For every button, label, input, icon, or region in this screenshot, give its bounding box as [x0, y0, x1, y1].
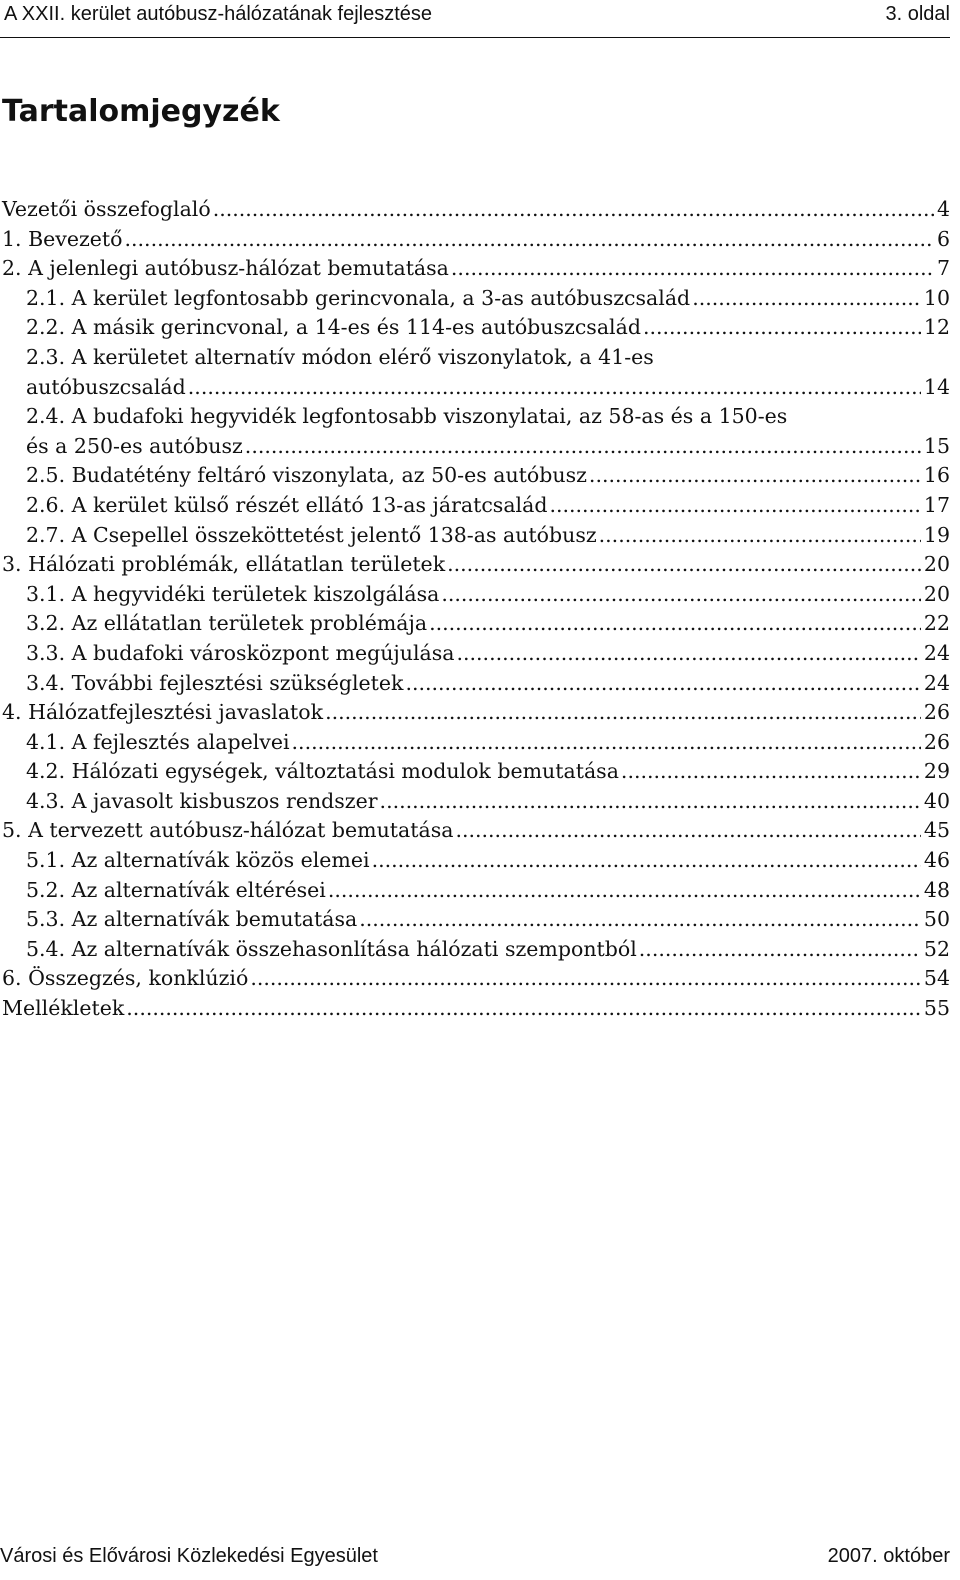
toc-page-number: 14	[923, 374, 950, 399]
header-page-number: 3. oldal	[885, 3, 950, 25]
toc-page-number: 45	[923, 818, 950, 843]
toc-leader-dots	[549, 491, 920, 521]
toc-entry[interactable]	[2, 284, 950, 314]
toc-entry[interactable]	[2, 639, 950, 669]
toc-leader-dots	[328, 876, 921, 906]
toc-entry-text: és a 250-es autóbusz	[26, 433, 243, 458]
toc-entry[interactable]	[2, 254, 950, 284]
toc-page-number: 26	[923, 729, 950, 754]
toc-entry[interactable]	[2, 550, 950, 580]
toc-leader-dots	[692, 284, 921, 314]
toc-leader-dots	[125, 225, 934, 255]
toc-entry[interactable]	[2, 609, 950, 639]
toc-entry-text: 2.7. A Csepellel összeköttetést jelentő 138-as autóbusz	[26, 522, 597, 547]
toc-entry-text: Vezetői összefoglaló	[2, 197, 211, 221]
toc-entry-text: 4.3. A javasolt kisbuszos rendszer	[26, 788, 378, 813]
toc-entry-text-line1: 2.4. A budafoki hegyvidék legfontosabb viszonylatai, az 58-as és a 150-es	[26, 404, 788, 429]
toc-entry-text: 4.1. A fejlesztés alapelvei	[26, 729, 290, 754]
toc-page-number: 12	[923, 315, 950, 340]
toc-entry-text: 2.1. A kerület legfontosabb gerincvonala, a 3-as autóbuszcsalád	[26, 285, 691, 310]
toc-page-number: 20	[923, 581, 950, 606]
toc-entry[interactable]	[2, 876, 950, 906]
toc-entry-text: autóbuszcsalád	[26, 374, 186, 399]
toc-leader-dots	[405, 669, 920, 699]
page-header	[0, 3, 950, 33]
toc-leader-dots	[643, 313, 921, 343]
toc-page-number: 54	[923, 966, 950, 991]
toc-entry-wrapped[interactable]	[2, 402, 950, 461]
toc-leader-dots	[245, 432, 921, 462]
toc-page-number: 48	[923, 877, 950, 902]
toc-entry[interactable]	[2, 195, 950, 225]
toc-leader-dots	[451, 254, 934, 284]
toc-leader-dots	[213, 195, 934, 225]
toc-leader-dots	[621, 757, 921, 787]
toc-entry-text: 4.2. Hálózati egységek, változtatási modulok bemutatása	[26, 759, 619, 784]
toc-entry[interactable]	[2, 491, 950, 521]
toc-page-number: 19	[923, 522, 950, 547]
toc-entry-wrapped[interactable]	[2, 343, 950, 402]
toc-entry-text: 5.3. Az alternatívák bemutatása	[26, 907, 358, 932]
toc-entry[interactable]	[2, 935, 950, 965]
toc-page-number: 24	[923, 670, 950, 695]
toc-entry[interactable]	[2, 994, 950, 1024]
toc-page-number: 55	[923, 996, 950, 1021]
toc-leader-dots	[599, 521, 921, 551]
toc-entry-text: 3.4. További fejlesztési szükségletek	[26, 670, 404, 695]
toc-entry-text: 5. A tervezett autóbusz-hálózat bemutatása	[2, 818, 454, 843]
toc-entry-text: 3.2. Az ellátatlan területek problémája	[26, 611, 428, 636]
toc-page-number: 40	[923, 788, 950, 813]
toc-leader-dots	[589, 461, 921, 491]
toc-page-number: 17	[923, 492, 950, 517]
toc-page-number: 29	[923, 759, 950, 784]
toc-entry[interactable]	[2, 580, 950, 610]
toc-page-number: 15	[923, 433, 950, 458]
toc-page-number: 20	[923, 552, 950, 577]
toc-leader-dots	[380, 787, 921, 817]
footer-date: 2007. október	[827, 1545, 950, 1567]
toc-leader-dots	[292, 728, 921, 758]
toc-entry[interactable]	[2, 225, 950, 255]
toc-page-number: 4	[936, 197, 950, 221]
footer-organization: Városi és Elővárosi Közlekedési Egyesület	[0, 1545, 378, 1567]
toc-page-number: 46	[923, 848, 950, 873]
toc-page-number: 7	[936, 256, 950, 281]
toc-page-number: 10	[923, 285, 950, 310]
toc-entry[interactable]	[2, 905, 950, 935]
page-footer	[0, 1545, 950, 1575]
toc-entry-text: 6. Összegzés, konklúzió	[2, 966, 249, 991]
toc-entry-text: 2. A jelenlegi autóbusz-hálózat bemutatása	[2, 256, 449, 281]
toc-leader-dots	[372, 846, 921, 876]
toc-entry[interactable]	[2, 728, 950, 758]
toc-entry[interactable]	[2, 313, 950, 343]
toc-leader-dots	[455, 816, 920, 846]
toc-page-number: 16	[923, 463, 950, 488]
toc-leader-dots	[250, 964, 921, 994]
toc-entry-text: 2.5. Budatétény feltáró viszonylata, az 50-es autóbusz	[26, 463, 587, 488]
toc-entry-text: 1. Bevezető	[2, 226, 123, 251]
toc-entry[interactable]	[2, 521, 950, 551]
toc-page-number: 26	[923, 700, 950, 725]
toc-entry[interactable]	[2, 461, 950, 491]
toc-entry-text: 2.6. A kerület külső részét ellátó 13-as járatcsalád	[26, 492, 548, 517]
toc-page-number: 22	[923, 611, 950, 636]
toc-entry-text: 2.2. A másik gerincvonal, a 14-es és 114-es autóbuszcsalád	[26, 315, 641, 340]
toc-leader-dots	[325, 698, 921, 728]
toc-entry[interactable]	[2, 816, 950, 846]
table-of-contents	[2, 195, 950, 1024]
toc-entry-text-line1: 2.3. A kerületet alternatív módon elérő viszonylatok, a 41-es	[26, 344, 654, 369]
toc-entry-text: 4. Hálózatfejlesztési javaslatok	[2, 700, 324, 725]
toc-entry[interactable]	[2, 669, 950, 699]
toc-leader-dots	[359, 905, 921, 935]
toc-page-number: 6	[936, 226, 950, 251]
toc-entry[interactable]	[2, 757, 950, 787]
toc-entry[interactable]	[2, 964, 950, 994]
toc-page-number: 52	[923, 936, 950, 961]
toc-leader-dots	[441, 580, 921, 610]
toc-entry-text: 5.2. Az alternatívák eltérései	[26, 877, 326, 902]
toc-leader-dots	[456, 639, 920, 669]
toc-entry-text: 5.4. Az alternatívák összehasonlítása hálózati szempontból	[26, 936, 637, 961]
toc-leader-dots	[188, 373, 921, 403]
toc-entry-text: 5.1. Az alternatívák közös elemei	[26, 848, 370, 873]
toc-leader-dots	[429, 609, 921, 639]
toc-page-number: 24	[923, 640, 950, 665]
toc-leader-dots	[126, 994, 921, 1024]
header-document-title: A XXII. kerület autóbusz-hálózatának fejlesztése	[4, 3, 433, 25]
toc-entry[interactable]	[2, 846, 950, 876]
page-title: Tartalomjegyzék	[2, 94, 280, 129]
toc-entry[interactable]	[2, 698, 950, 728]
toc-entry-text: Mellékletek	[2, 996, 125, 1021]
toc-entry[interactable]	[2, 787, 950, 817]
toc-leader-dots	[639, 935, 921, 965]
header-divider	[0, 37, 950, 38]
toc-entry-text: 3. Hálózati problémák, ellátatlan területek	[2, 552, 446, 577]
toc-page-number: 50	[923, 907, 950, 932]
toc-leader-dots	[447, 550, 921, 580]
toc-entry-text: 3.3. A budafoki városközpont megújulása	[26, 640, 455, 665]
toc-entry-text: 3.1. A hegyvidéki területek kiszolgálása	[26, 581, 440, 606]
